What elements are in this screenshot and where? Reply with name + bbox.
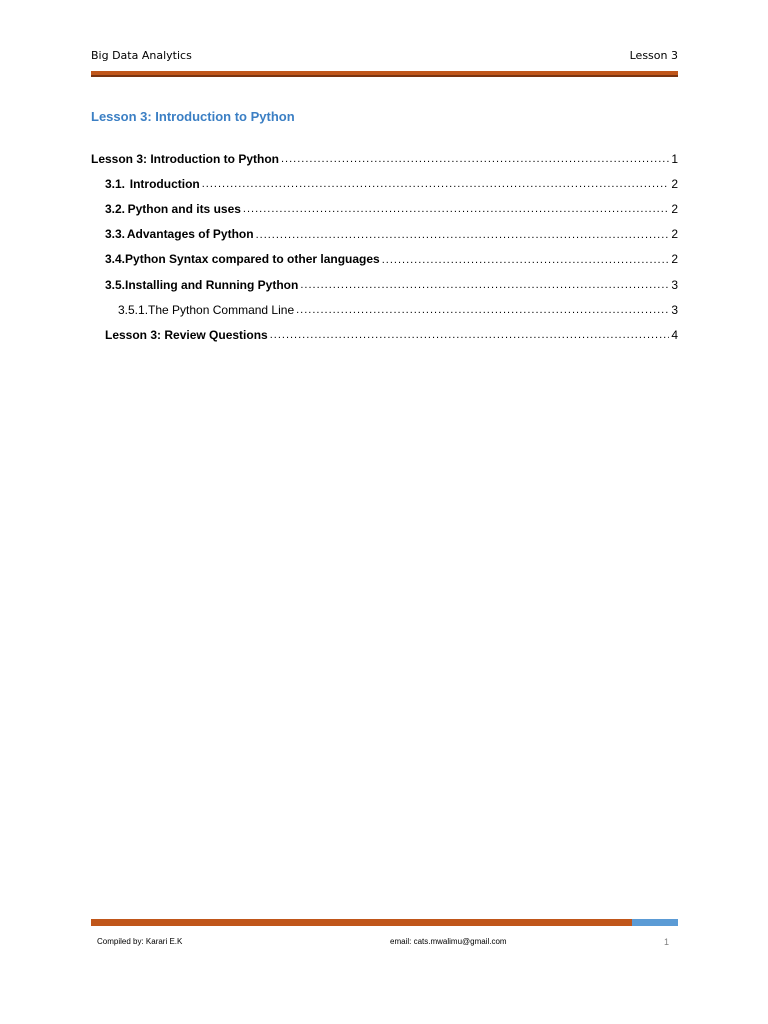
toc-entry-number: 3.5. xyxy=(105,277,126,292)
toc-entry-title: Python Syntax compared to other languages xyxy=(125,252,380,267)
toc-entry-title: Lesson 3: Introduction to Python xyxy=(91,151,279,166)
toc-entry-page: 2 xyxy=(671,201,678,216)
footer-divider-blue xyxy=(632,919,678,926)
toc-entry[interactable] xyxy=(91,222,678,247)
toc-leader-dots xyxy=(270,330,670,341)
toc-entry-number: 3.5.1. xyxy=(118,302,149,317)
toc-entry[interactable] xyxy=(91,146,678,171)
toc-entry-title: Lesson 3: Review Questions xyxy=(105,327,268,342)
toc-leader-dots xyxy=(256,230,670,241)
table-of-contents xyxy=(91,146,678,348)
toc-entry[interactable] xyxy=(91,322,678,347)
toc-leader-dots xyxy=(281,154,669,165)
footer-page-number: 1 xyxy=(663,937,669,947)
toc-leader-dots xyxy=(382,255,670,266)
toc-entry-title: Advantages of Python xyxy=(126,227,254,242)
footer-email: email: cats.mwalimu@gmail.com xyxy=(390,937,507,946)
page-footer xyxy=(97,937,672,951)
toc-entry-title: Introduction xyxy=(129,176,200,191)
toc-entry-number: 3.2. xyxy=(105,201,126,216)
toc-heading: Lesson 3: Introduction to Python xyxy=(91,109,295,124)
footer-compiled-by: Compiled by: Karari E.K xyxy=(97,937,183,946)
header-course-title: Big Data Analytics xyxy=(91,49,192,62)
toc-entry-page: 2 xyxy=(671,252,678,267)
toc-entry-number: 3.4. xyxy=(105,252,126,267)
header-divider xyxy=(91,71,678,77)
toc-entry-title: The Python Command Line xyxy=(148,302,295,317)
toc-entry[interactable] xyxy=(91,272,678,297)
toc-entry-title: Python and its uses xyxy=(127,201,241,216)
toc-entry-page: 4 xyxy=(671,327,678,342)
toc-entry-page: 3 xyxy=(671,277,678,292)
toc-entry[interactable] xyxy=(91,247,678,272)
toc-entry[interactable] xyxy=(91,171,678,196)
toc-entry-number: 3.3. xyxy=(105,227,126,242)
footer-divider-orange xyxy=(91,919,632,926)
footer-divider xyxy=(91,919,678,926)
toc-entry-page: 3 xyxy=(671,302,678,317)
toc-entry-number: 3.1. xyxy=(105,176,126,191)
toc-entry-page: 2 xyxy=(671,227,678,242)
toc-entry-title: Installing and Running Python xyxy=(125,277,299,292)
toc-entry-page: 2 xyxy=(671,176,678,191)
toc-leader-dots xyxy=(243,204,669,215)
toc-entry[interactable] xyxy=(91,196,678,221)
toc-entry-page: 1 xyxy=(671,151,678,166)
toc-leader-dots xyxy=(300,280,669,291)
toc-leader-dots xyxy=(296,305,669,316)
page-header xyxy=(91,46,678,66)
toc-leader-dots xyxy=(202,179,670,190)
toc-entry[interactable] xyxy=(91,297,678,322)
header-lesson-label: Lesson 3 xyxy=(629,49,678,62)
